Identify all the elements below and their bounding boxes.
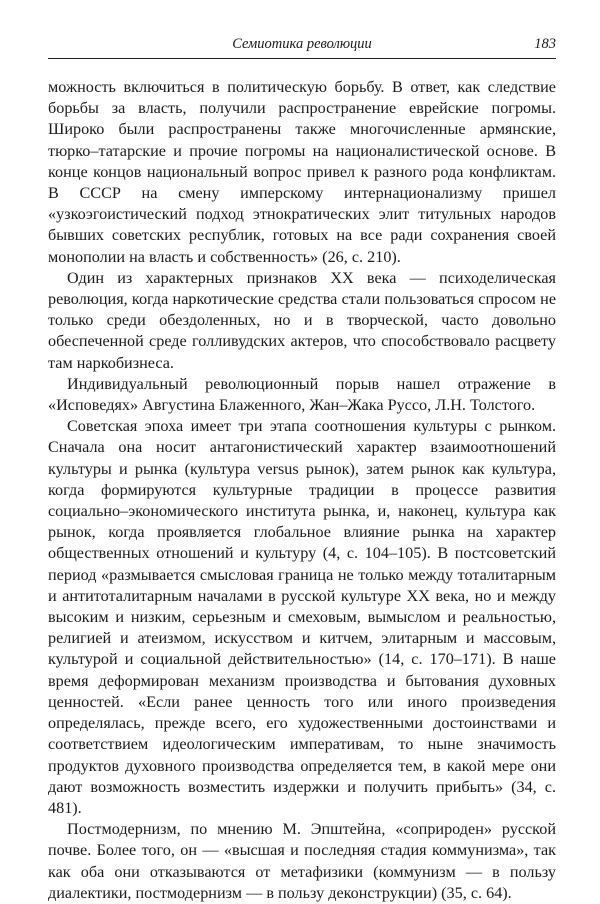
paragraph: Советская эпоха имеет три этапа соотношения культуры с рынком. Сначала она носит антагонистический характер взаимоотношений культуры и рынка (культура versus рынок), затем рынок как культура, когда формируются культурные традиции в процессе развития социально–экономического института рынка, и, наконец, культура как рынок, когда проявляется глобальное влияние рынка на характер общественных отношений и культуру (4, с. 104–105). В постсоветский период «размывается смысловая граница не только между тоталитарным и антитоталитарным началами в русской культуре ХХ века, но и между высоким и низким, серьезным и смеховым, вымыслом и реальностью, религией и атеизмом, искусством и китчем, элитарным и массовым, культурой и социальной действительностью» (14, с. 170–171). В наше время деформирован механизм производства и бытования духовных ценностей. «Если ранее ценность того или иного произведения определялась, прежде всего, его художественными достоинствами и соответствием идеологическим императивам, то ныне значимость продуктов духовного производства определяется тем, в какой мере они дают возможность возместить издержки и получить прибыть» (34, с. 481). (48, 417, 556, 817)
main-text (48, 77, 556, 904)
running-header (48, 30, 556, 59)
paragraph-continuation: можность включиться в политическую борьбу. В ответ, как следствие борьбы за власть, получили распространение еврейские погромы. Широко были распространены также многочисленные армянские, тюрко–татарские и прочие погромы на националистической основе. В конце концов национальный вопрос привел к разного рода конфликтам. В СССР на смену имперскому интернационализму пришел «узкоэгоистический подход этнократических элит титульных народов бывших советских республик, готовых на все ради сохранения своей монополии на власть и собственность» (26, с. 210). (48, 78, 556, 266)
paragraph: Один из характерных признаков ХХ века — психоделическая революция, когда наркотические средства стали пользоваться спросом не только среди обездоленных, но и в творческой, часто довольно обеспеченной среде голливудских актеров, что способствовало расцвету там наркобизнеса. (48, 268, 556, 372)
page-number: 183 (534, 36, 556, 52)
paragraph: Постмодернизм, по мнению М. Эпштейна, «соприроден» русской почве. Более того, он — «высшая и последняя стадия коммунизма», так как оба они отказываются от метафизики (коммунизм — в пользу диалектики, постмодернизм — в пользу деконструкции) (35, с. 64). (48, 820, 556, 902)
paragraph: Индивидуальный революционный порыв нашел отражение в «Исповедях» Августина Блаженного, Жан–Жака Руссо, Л.Н. Толстого. (48, 374, 556, 415)
running-title: Семиотика революции (232, 36, 372, 52)
